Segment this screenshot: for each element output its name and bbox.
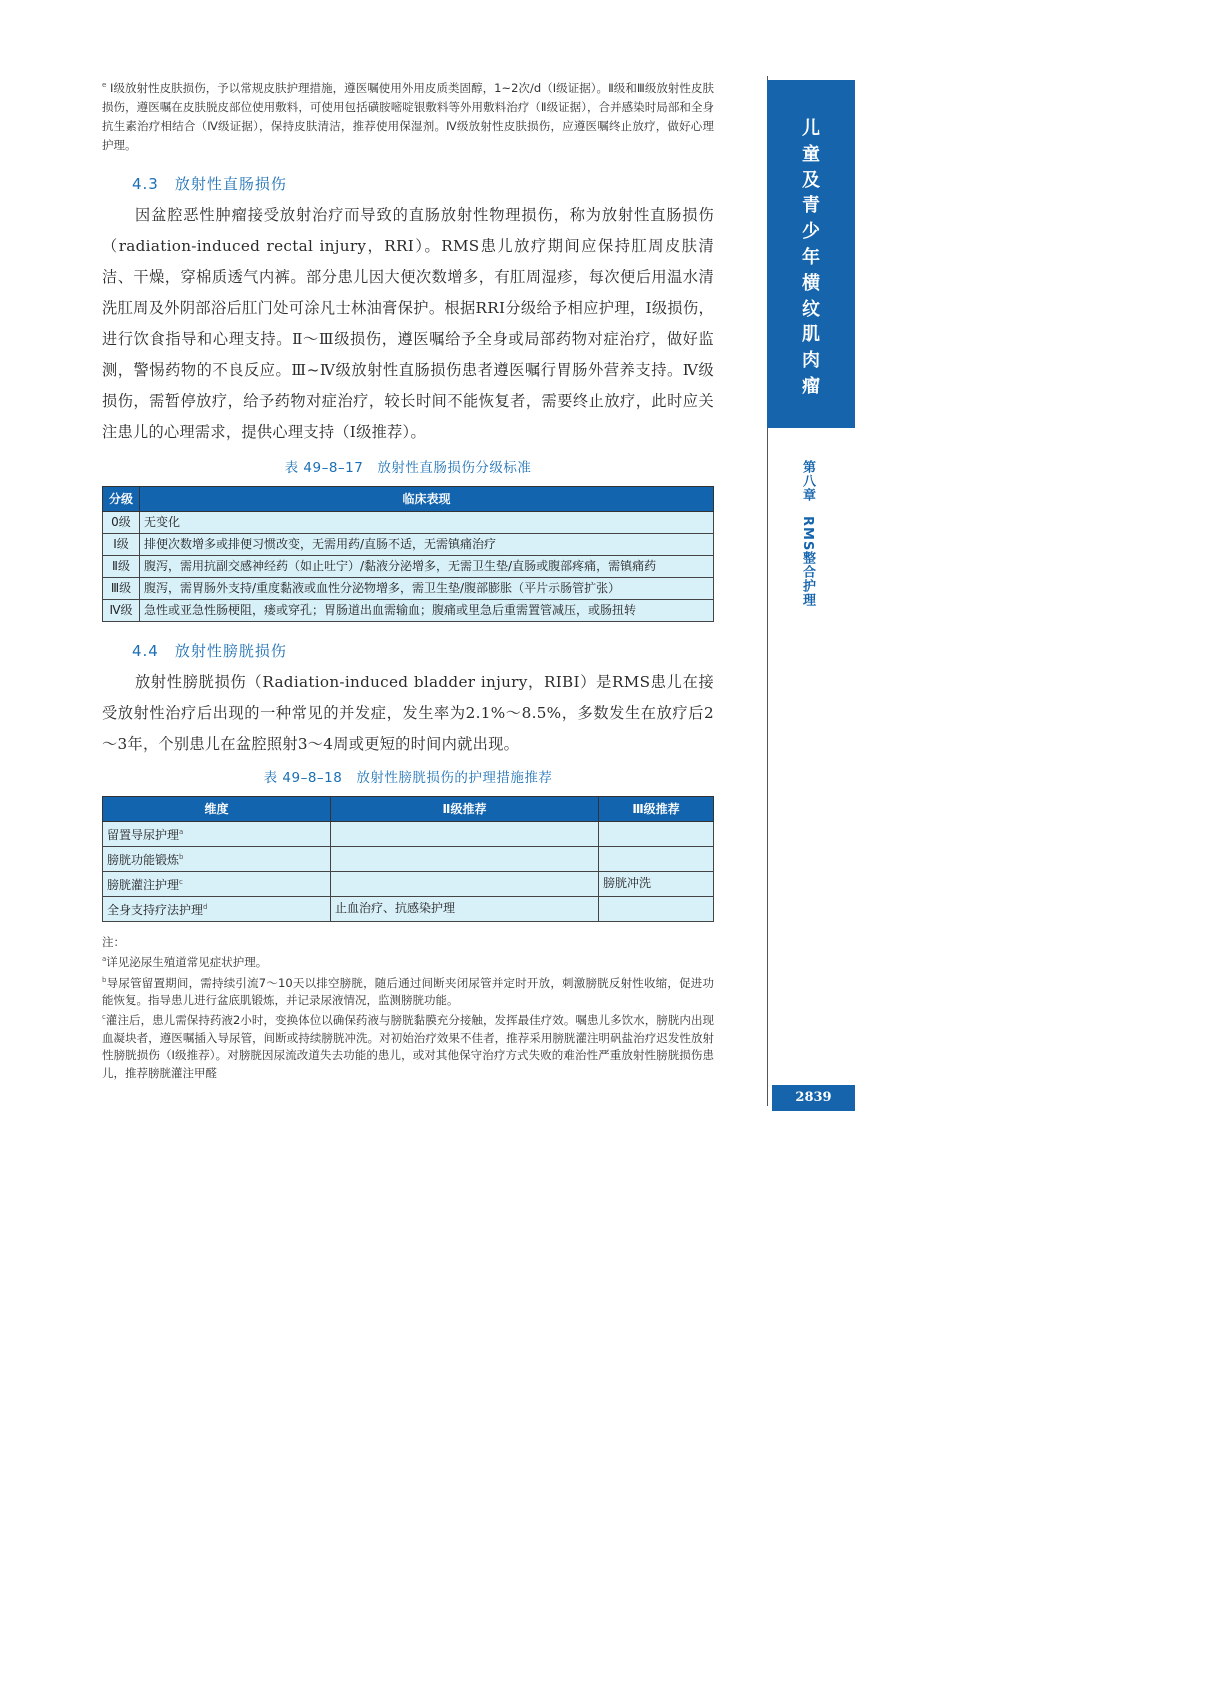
section-heading-4-3: 4.3 放射性直肠损伤 [132, 174, 287, 193]
grade-iii-cell: 膀胱冲洗 [599, 871, 714, 896]
top-footnote [102, 76, 714, 155]
note-item: $^c$灌注后，患儿需保持药液2小时，变换体位以确保药液与膀胱黏膜充分接触，发挥最佳疗效。嘱患儿多饮水，膀胱内出现血凝块者，遵医嘱插入导尿管，间断或持续膀胱冲洗。对初始治疗效果不佳者，推荐采用膀胱灌注明矾盐治疗迟发性放射性膀胱损伤（Ⅰ级推荐）。对膀胱因尿流改道失去功能的患儿，或对其他保守治疗方式失败的难治性严重放射性膀胱损伤患儿，推荐膀胱灌注甲醛 [102, 1013, 714, 1080]
table-header-row [103, 486, 714, 511]
dimension-cell: 膀胱灌注护理$^c$ [103, 871, 331, 896]
clinical-cell: 腹泻，需胃肠外支持/重度黏液或血性分泌物增多，需卫生垫/腹部膨胀（平片示肠管扩张） [140, 577, 714, 599]
grade-cell: Ⅰ级 [103, 533, 140, 555]
note-item: $^b$导尿管留置期间，需持续引流7～10天以排空膀胱，随后通过间断夹闭尿管并定时开放，刺激膀胱反射性收缩，促进功能恢复。指导患儿进行盆底肌锻炼，并记录尿液情况，监测膀胱功能。 [102, 975, 714, 1007]
grade-ii-header: Ⅱ级推荐 [331, 796, 599, 821]
note-item: $^a$详见泌尿生殖道常见症状护理。 [102, 955, 268, 970]
top-footnote-text: Ⅰ级放射性皮肤损伤，予以常规皮肤护理措施，遵医嘱使用外用皮质类固醇，1~2次/d（Ⅰ级证据）。Ⅱ级和Ⅲ级放射性皮肤损伤，遵医嘱在皮肤脱皮部位使用敷料，可使用包括磺胺嘧啶银敷料等外用敷料治疗（Ⅱ级证据），合并感染时局部和全身抗生素治疗相结合（Ⅳ级证据），保持皮肤清洁，推荐使用保湿剂。Ⅳ级放射性皮肤损伤，应遵医嘱终止放疗，做好心理护理。 [102, 80, 715, 152]
grade-cell: 0级 [103, 511, 140, 533]
section-4-3-paragraph: 因盆腔恶性肿瘤接受放射治疗而导致的直肠放射性物理损伤，称为放射性直肠损伤（radiation-induced rectal injury，RRI）。RMS患儿放疗期间应保持肛周皮肤清洁、干燥，穿棉质透气内裤。部分患儿因大便次数增多，有肛周湿疹，每次便后用温水清洗肛周及外阴部浴后肛门处可涂凡士林油膏保护。根据RRI分级给予相应护理，Ⅰ级损伤，进行饮食指导和心理支持。Ⅱ～Ⅲ级损伤，遵医嘱给予全身或局部药物对症治疗，做好监测，警惕药物的不良反应。Ⅲ~Ⅳ级放射性直肠损伤患者遵医嘱行胃肠外营养支持。Ⅳ级损伤，需暂停放疗，给予药物对症治疗，较长时间不能恢复者，需要终止放疗，此时应关注患儿的心理需求，提供心理支持（Ⅰ级推荐）。 [102, 205, 714, 441]
table-row [103, 577, 714, 599]
rectal-injury-grade-table [102, 486, 714, 622]
page-number: 2839 [772, 1085, 855, 1111]
table-row [103, 821, 714, 846]
table-row [103, 533, 714, 555]
dimension-cell: 全身支持疗法护理$^d$ [103, 896, 331, 921]
grade-iii-cell [599, 846, 714, 871]
grade-iii-cell [599, 896, 714, 921]
grade-cell: Ⅳ级 [103, 599, 140, 621]
clinical-cell: 急性或亚急性肠梗阻，瘘或穿孔；胃肠道出血需输血；腹痛或里急后重需置管减压，或肠扭转 [140, 599, 714, 621]
grade-ii-cell [331, 846, 599, 871]
dimension-cell: 膀胱功能锻炼$^b$ [103, 846, 331, 871]
grade-iii-cell [599, 821, 714, 846]
notes-label: 注： [102, 934, 125, 949]
table-row [103, 599, 714, 621]
grade-cell: Ⅲ级 [103, 577, 140, 599]
grade-ii-cell: 止血治疗、抗感染护理 [331, 896, 599, 921]
table-notes [102, 934, 714, 1082]
sidebar-book-title: 儿 童 及 青 少 年 横 纹 肌 肉 瘤 [802, 118, 820, 397]
grade-iii-header: Ⅲ级推荐 [599, 796, 714, 821]
sidebar-chapter-label: 第八章 RMS整合护理 [800, 460, 815, 608]
main-content [102, 76, 714, 1082]
table-row [103, 846, 714, 871]
grade-cell: Ⅱ级 [103, 555, 140, 577]
section-heading-4-4: 4.4 放射性膀胱损伤 [132, 641, 287, 660]
dimension-header: 维度 [103, 796, 331, 821]
dimension-cell: 留置导尿护理$^a$ [103, 821, 331, 846]
table-header-row [103, 796, 714, 821]
clinical-cell: 腹泻，需用抗副交感神经药（如止吐宁）/黏液分泌增多，无需卫生垫/直肠或腹部疼痛，需镇痛药 [140, 555, 714, 577]
table-row [103, 555, 714, 577]
section-4-4-paragraph: 放射性膀胱损伤（Radiation-induced bladder injury，RIBI）是RMS患儿在接受放射性治疗后出现的一种常见的并发症，发生率为2.1%～8.5%，多数发生在放疗后2～3年，个别患儿在盆腔照射3～4周或更短的时间内就出现。 [102, 672, 714, 753]
table-49-8-17-caption: 表 49–8–17 放射性直肠损伤分级标准 [284, 459, 532, 476]
footnote-marker: e [102, 81, 107, 89]
bladder-nursing-table [102, 796, 714, 922]
grade-ii-cell [331, 871, 599, 896]
clinical-cell: 无变化 [140, 511, 714, 533]
table-row [103, 511, 714, 533]
table-49-8-18-caption: 表 49–8–18 放射性膀胱损伤的护理措施推荐 [263, 769, 553, 786]
clinical-header: 临床表现 [140, 486, 714, 511]
clinical-cell: 排便次数增多或排便习惯改变，无需用药/直肠不适，无需镇痛治疗 [140, 533, 714, 555]
table-row [103, 896, 714, 921]
grade-ii-cell [331, 821, 599, 846]
grade-header: 分级 [103, 486, 140, 511]
table-row [103, 871, 714, 896]
